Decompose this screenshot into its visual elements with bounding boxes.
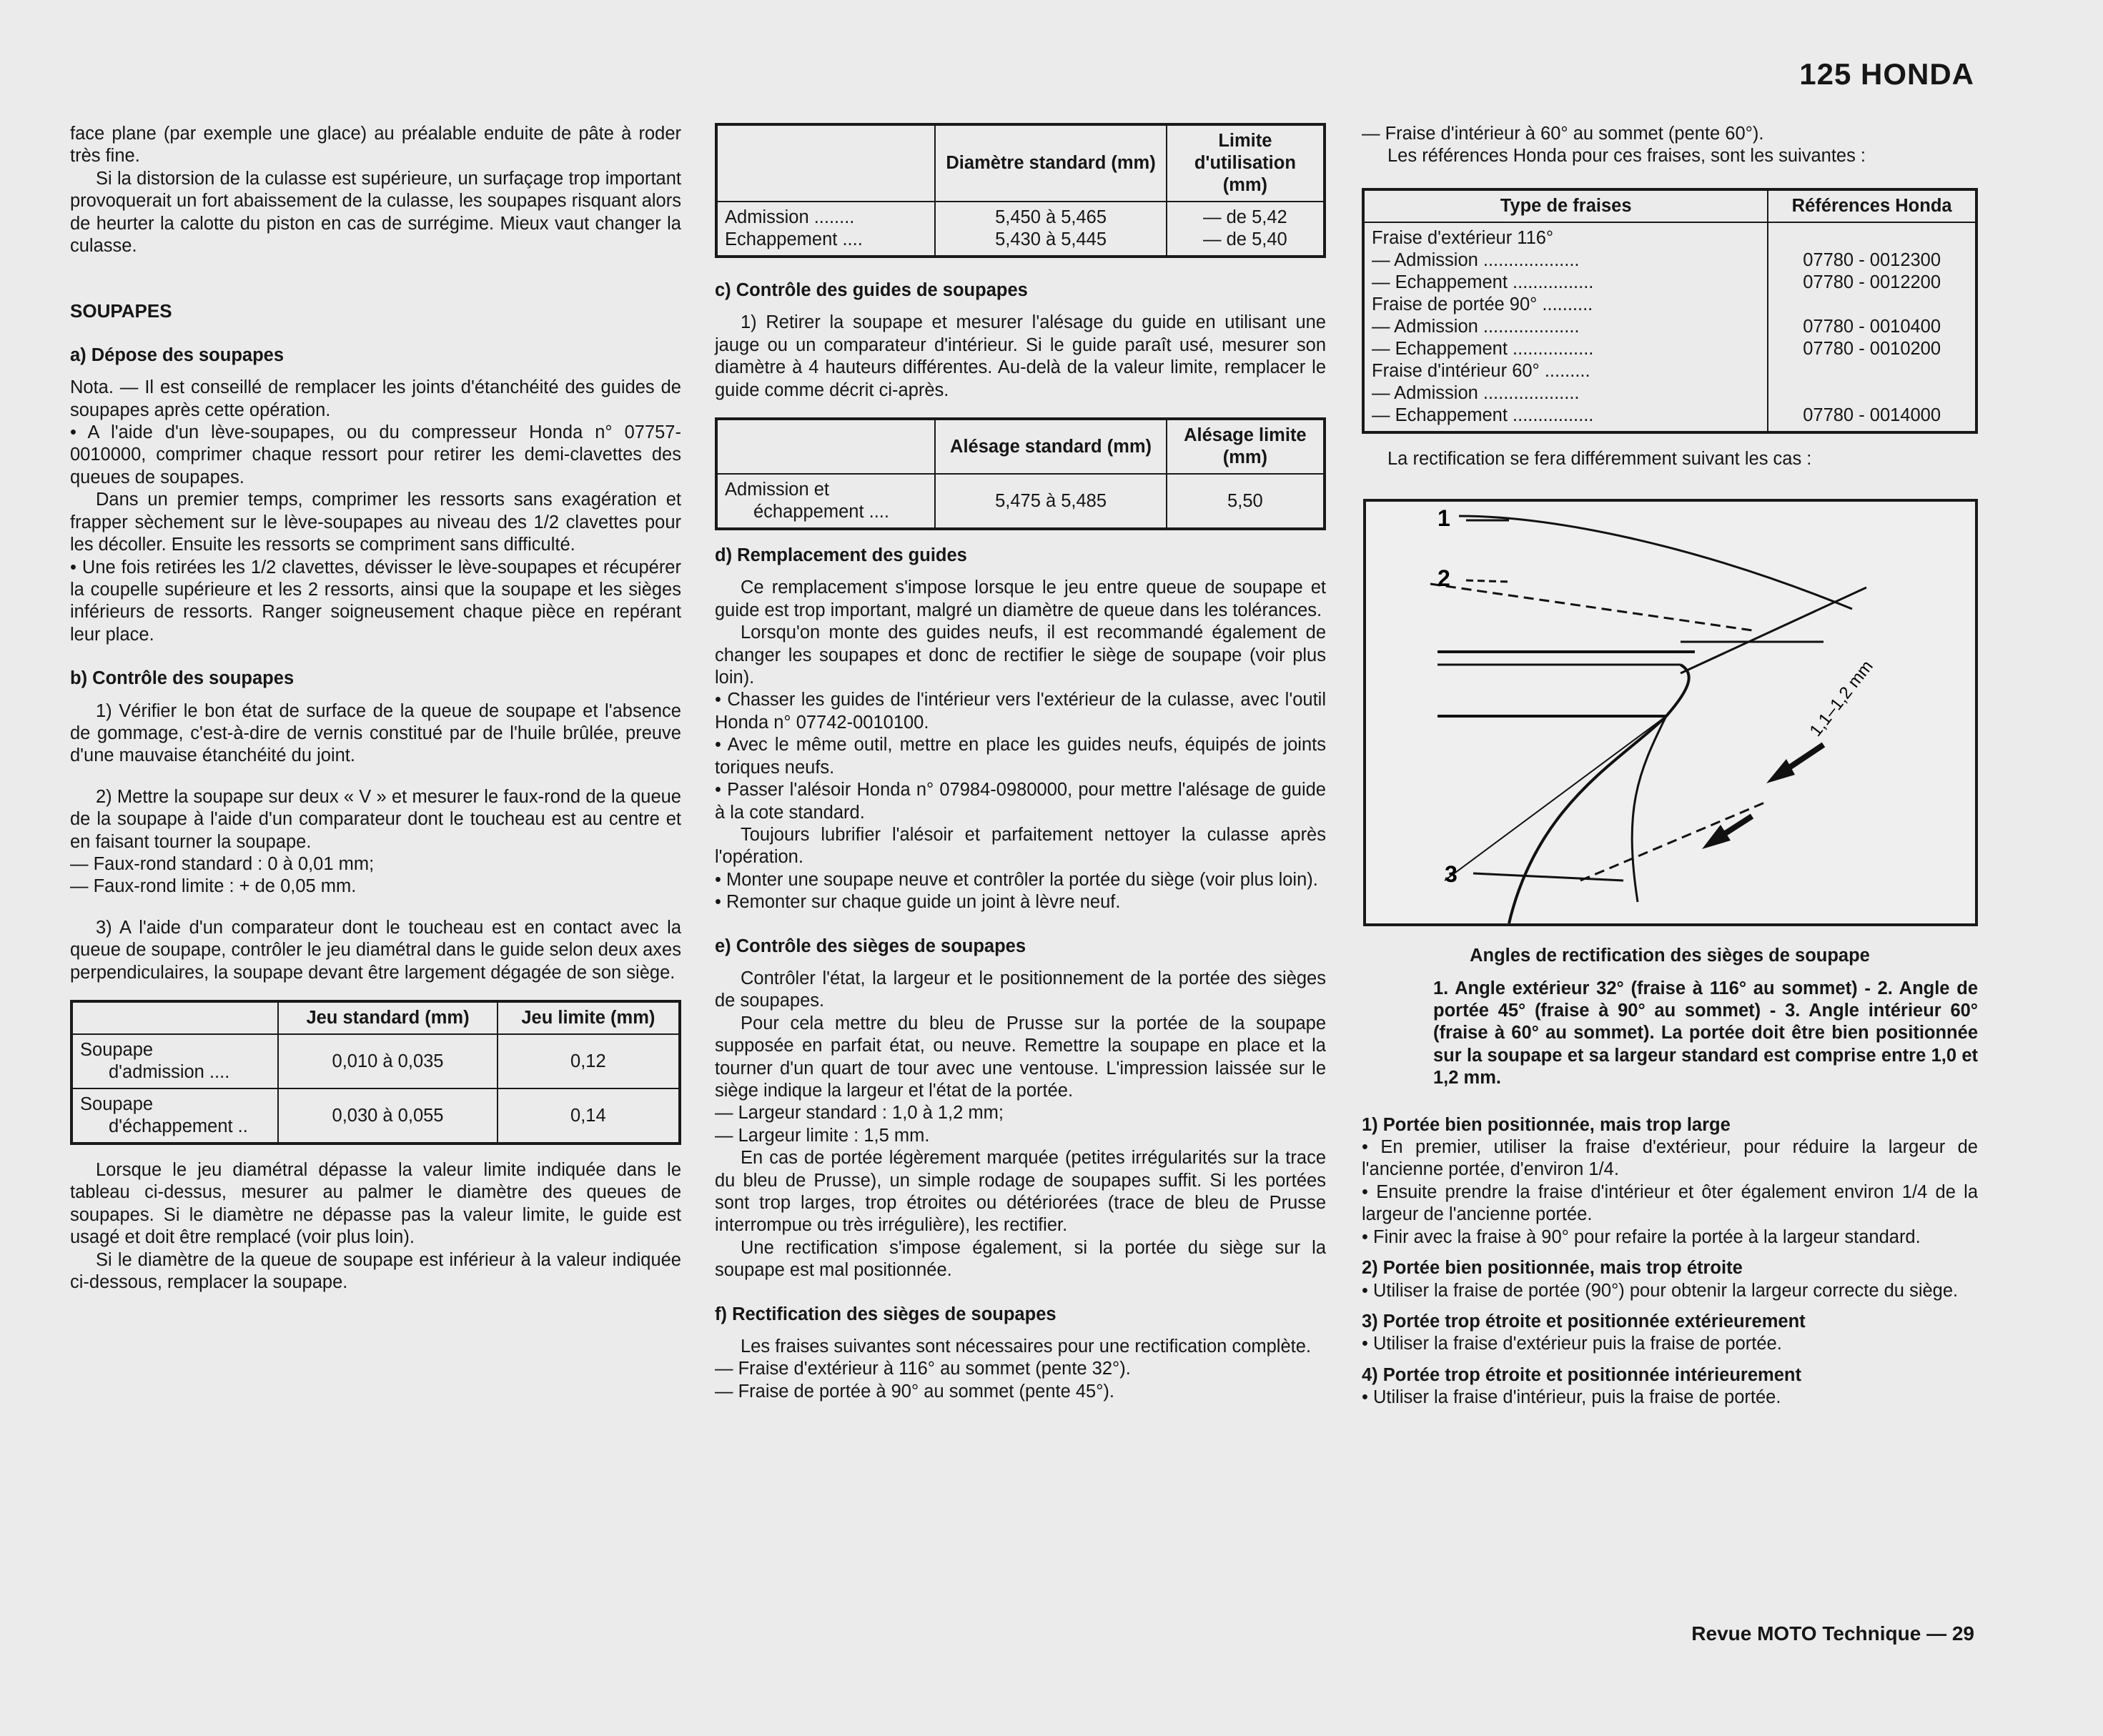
paragraph-remplacement-6: Toujours lubrifier l'alésoir et parfaitement nettoyer la culasse après l'opération. xyxy=(715,824,1326,868)
valve-seat-drawing xyxy=(1366,502,1975,923)
paragraph-lorsque: Lorsque le jeu diamétral dépasse la valeur limite indiquée dans le tableau ci-dessus, mesurer au palmer le diamètre des queues de soupapes. Si le diamètre ne dépasse pas la valeur limite, le guide est usagé et doit être remplacé (voir plus loin). xyxy=(70,1160,681,1248)
arrow-lower-head xyxy=(1702,825,1731,849)
table-row-label: — Admission ................... xyxy=(1372,316,1580,337)
subheading-case-3: 3) Portée trop étroite et positionnée extérieurement xyxy=(1362,1311,1806,1331)
table-fraises xyxy=(1362,188,1978,434)
table-header-cell: Type de fraises xyxy=(1363,189,1768,222)
paragraph-controle-3: 3) A l'aide d'un comparateur dont le toucheau est en contact avec la queue de soupape, contrôler le jeu diamétral dans le guide selon deux axes perpendiculaires, la soupape devant être largement dégagée de son siège. xyxy=(70,917,681,983)
paragraph-largeur-standard: — Largeur standard : 1,0 à 1,2 mm; xyxy=(715,1103,1004,1124)
paragraph-fraises-1: Les fraises suivantes sont nécessaires pour une rectification complète. xyxy=(741,1336,1311,1357)
paragraph-nota: Nota. — Il est conseillé de remplacer les joints d'étanchéité des guides de soupapes après cette opération. xyxy=(70,377,681,420)
column-left xyxy=(70,123,681,1294)
subheading-controle-soupapes: b) Contrôle des soupapes xyxy=(70,668,295,689)
table-header-cell: Alésage standard (mm) xyxy=(935,419,1166,474)
paragraph-case-1a: • En premier, utiliser la fraise d'extérieur, pour réduire la largeur de l'ancienne portée, d'environ 1/4. xyxy=(1362,1137,1978,1180)
table-row xyxy=(1363,222,1976,432)
cutter-line-2b xyxy=(1681,587,1866,673)
table-cell: 5,475 à 5,485 xyxy=(935,474,1166,529)
table-cell: 07780 - 0010400 xyxy=(1803,316,1941,337)
valve-profile-curve xyxy=(1509,665,1689,923)
diagram-label-2: 2 xyxy=(1438,565,1450,592)
subheading-depose: a) Dépose des soupapes xyxy=(70,344,284,365)
table-row-label: — Echappement ................ xyxy=(1372,272,1594,292)
table-row-label: — Admission ................... xyxy=(1372,249,1580,270)
table-diametre-block xyxy=(715,123,1326,258)
subheading-controle-guides: c) Contrôle des guides de soupapes xyxy=(715,280,1028,300)
table-row-label: — Echappement ................ xyxy=(1372,405,1594,425)
cutter-line-2 xyxy=(1430,584,1752,630)
table-alesage-block xyxy=(715,417,1326,530)
table-header-cell xyxy=(71,1001,278,1034)
table-cell: 07780 - 0010200 xyxy=(1803,338,1941,359)
seat-profile-curve xyxy=(1632,716,1666,902)
subheading-case-4: 4) Portée trop étroite et positionnée intérieurement xyxy=(1362,1364,1801,1385)
table-cell: — de 5,42 xyxy=(1203,207,1287,227)
paragraph-remplacement-5: • Passer l'alésoir Honda n° 07984-0980000, pour mettre l'alésage de guide à la cote standard. xyxy=(715,780,1326,823)
paragraph-sieges-2: Pour cela mettre du bleu de Prusse sur la portée de la soupape supposée en parfait état, ou neuve. Remettre la soupape en place et la tourner d'un quart de tour avec une ventouse. L'impression laissée sur le siège indique la largeur et l'état de la portée. xyxy=(715,1013,1326,1101)
paragraph-une-fois: • Une fois retirées les 1/2 clavettes, dévisser le lève-soupapes et récupérer la coupelle supérieure et les 2 ressorts, ainsi que la soupape et les sièges inférieurs de ressorts. Ranger soigneusement chaque pièce en repérant leur place. xyxy=(70,557,681,645)
table-cell xyxy=(1776,382,1968,405)
table-row-label: Soupape xyxy=(80,1094,154,1114)
valve-seat-diagram xyxy=(1363,499,1978,926)
paragraph-remplacement-7: • Monter une soupape neuve et contrôler la portée du siège (voir plus loin). xyxy=(715,869,1318,890)
table-row-label: Soupape xyxy=(80,1040,154,1060)
table-row-label: Fraise d'intérieur 60° ......... xyxy=(1372,360,1590,381)
table-jeu-block xyxy=(70,1000,681,1145)
cutter-line-3 xyxy=(1580,802,1766,881)
table-cell: 5,50 xyxy=(1167,474,1325,529)
paragraph-fraise-exterieur: — Fraise d'extérieur à 116° au sommet (pente 32°). xyxy=(715,1359,1131,1379)
table-row-label: échappement .... xyxy=(753,502,889,522)
page-header-title: 125 HONDA xyxy=(1799,57,1974,91)
table-cell: 0,12 xyxy=(498,1034,680,1088)
leader-line-2 xyxy=(1466,580,1509,582)
table-cell xyxy=(1776,360,1968,382)
paragraph-faux-rond-standard: — Faux-rond standard : 0 à 0,01 mm; xyxy=(70,853,375,874)
diagram-dimension-label: 1,1–1,2 mm xyxy=(1806,657,1877,740)
table-row xyxy=(716,202,1325,257)
paragraph-fraise-portee: — Fraise de portée à 90° au sommet (pente 45°). xyxy=(715,1381,1115,1402)
paragraph-remplacement-1: Ce remplacement s'impose lorsque le jeu entre queue de soupape et guide est trop important, malgré un diamètre de queue dans les tolérances. xyxy=(715,577,1326,620)
paragraph-faux-rond-limite: — Faux-rond limite : + de 0,05 mm. xyxy=(70,876,357,897)
paragraph-references: Les références Honda pour ces fraises, sont les suivantes : xyxy=(1387,146,1866,167)
subheading-remplacement: d) Remplacement des guides xyxy=(715,545,967,566)
paragraph-guides-1: 1) Retirer la soupape et mesurer l'alésage du guide en utilisant une jauge ou un comparateur d'intérieur. Si le guide paraît usé, mesurer son diamètre à 4 hauteurs différentes. Au-delà de la valeur limite, remplacer le guide comme décrit ci-après. xyxy=(715,312,1326,400)
table-row-label: d'admission .... xyxy=(109,1062,230,1082)
table-row xyxy=(71,1088,680,1144)
paragraph-controle-2: 2) Mettre la soupape sur deux « V » et mesurer le faux-rond de la queue de la soupape à l'aide d'un comparateur dont le toucheau est au centre et en faisant tourner la soupape. xyxy=(70,786,681,852)
paragraph-rectification-cas: La rectification se fera différemment suivant les cas : xyxy=(1387,448,1812,469)
table-row-label: Echappement .... xyxy=(725,229,863,249)
paragraph-distortion: Si la distorsion de la culasse est supérieure, un surfaçage trop important provoquerait un fort abaissement de la culasse, les soupapes risquant alors de heurter la calotte du piston en cas de surrégime. Mieux vaut changer la culasse. xyxy=(70,168,681,257)
table-cell: 0,030 à 0,055 xyxy=(278,1088,497,1144)
paragraph-controle-1: 1) Vérifier le bon état de surface de la queue de soupape et l'absence de gommage, c'est-à-dire de vernis constitué par de l'huile brûlée, preuve d'une mauvaise étanchéité du joint. xyxy=(70,700,681,766)
table-row xyxy=(71,1034,680,1088)
table-row-label: Fraise d'extérieur 116° xyxy=(1372,227,1554,248)
table-cell: 5,430 à 5,445 xyxy=(995,229,1107,249)
paragraph-sieges-5: En cas de portée légèrement marquée (petites irrégularités sur la trace du bleu de Prusse), un simple rodage de soupapes suffit. Si les portées sont trop larges, trop étroites ou détériorées (trace de bleu de Prusse interrompue ou très irrégulière), les rectifier. xyxy=(715,1148,1326,1236)
table-cell: — de 5,40 xyxy=(1203,229,1287,249)
paragraph-remplacement-2: Lorsqu'on monte des guides neufs, il est recommandé également de changer les soupapes et donc de rectifier le siège de soupape (voir plus loin). xyxy=(715,623,1326,688)
table-header-cell: Références Honda xyxy=(1768,189,1976,222)
table-header-cell: Limite d'utilisation (mm) xyxy=(1167,124,1325,202)
paragraph-case-3: • Utiliser la fraise d'extérieur puis la fraise de portée. xyxy=(1362,1334,1782,1354)
subheading-controle-sieges: e) Contrôle des sièges de soupapes xyxy=(715,936,1026,956)
table-row-label: d'échappement .. xyxy=(109,1116,248,1136)
paragraph-intro: face plane (par exemple une glace) au préalable enduite de pâte à roder très fine. xyxy=(70,124,681,167)
paragraph-fraise-interieur: — Fraise d'intérieur à 60° au sommet (pente 60°). xyxy=(1362,124,1764,144)
table-header-cell xyxy=(716,419,935,474)
paragraph-si-diametre: Si le diamètre de la queue de soupape est inférieur à la valeur indiquée ci-dessous, remplacer la soupape. xyxy=(70,1249,681,1293)
paragraph-largeur-limite: — Largeur limite : 1,5 mm. xyxy=(715,1125,930,1146)
cutter-line-1 xyxy=(1459,516,1852,609)
section-heading-soupapes: SOUPAPES xyxy=(70,300,172,322)
table-alesage xyxy=(715,417,1326,530)
subheading-case-2: 2) Portée bien positionnée, mais trop étroite xyxy=(1362,1258,1743,1279)
paragraph-sieges-6: Une rectification s'impose également, si la portée du siège sur la soupape est mal positionnée. xyxy=(715,1237,1326,1281)
table-cell xyxy=(1776,294,1968,316)
diagram-label-1: 1 xyxy=(1438,505,1450,532)
table-header-cell: Diamètre standard (mm) xyxy=(935,124,1166,202)
table-row-label: Admission et xyxy=(725,480,829,500)
table-header-cell: Jeu limite (mm) xyxy=(498,1001,680,1034)
table-cell: 07780 - 0014000 xyxy=(1803,405,1941,425)
table-header-cell: Alésage limite (mm) xyxy=(1167,419,1325,474)
paragraph-remplacement-4: • Avec le même outil, mettre en place les guides neufs, équipés de joints toriques neufs. xyxy=(715,735,1326,778)
column-right xyxy=(1362,123,1978,1409)
page-footer: Revue MOTO Technique — 29 xyxy=(1691,1622,1974,1645)
table-row-label: Fraise de portée 90° .......... xyxy=(1372,294,1593,314)
table-diametre xyxy=(715,123,1326,258)
table-row-label: Admission ........ xyxy=(725,207,855,227)
table-cell: 07780 - 0012300 xyxy=(1803,249,1941,270)
column-middle xyxy=(715,123,1326,1403)
table-cell: 5,450 à 5,465 xyxy=(995,207,1107,227)
leader-line-3 xyxy=(1473,873,1623,881)
table-row-label: — Echappement ................ xyxy=(1372,338,1594,359)
table-row-label: — Admission ................... xyxy=(1372,382,1580,403)
subheading-case-1: 1) Portée bien positionnée, mais trop large xyxy=(1362,1114,1731,1135)
paragraph-leve-soupapes: • A l'aide d'un lève-soupapes, ou du compresseur Honda n° 07757-0010000, comprimer chaque ressort pour retirer les demi-clavettes des queues de soupapes. xyxy=(70,422,681,487)
table-cell xyxy=(1776,227,1968,249)
figure-caption-body: 1. Angle extérieur 32° (fraise à 116° au sommet) - 2. Angle de portée 45° (fraise à 90° au sommet) - 3. Angle intérieur 60° (fraise à 60° au sommet). La portée doit être bien positionnée sur la soupape et sa largeur standard est comprise entre 1,0 et 1,2 mm. xyxy=(1433,978,1978,1088)
paragraph-remplacement-8: • Remonter sur chaque guide un joint à lèvre neuf. xyxy=(715,892,1121,913)
paragraph-case-2: • Utiliser la fraise de portée (90°) pour obtenir la largeur correcte du siège. xyxy=(1362,1280,1959,1301)
paragraph-remplacement-3: • Chasser les guides de l'intérieur vers l'extérieur de la culasse, avec l'outil Honda n° 07742-0010100. xyxy=(715,690,1326,733)
table-jeu xyxy=(70,1000,681,1145)
paragraph-premier-temps: Dans un premier temps, comprimer les ressorts sans exagération et frapper sèchement sur le lève-soupapes au niveau des 1/2 clavettes pour les décoller. Ensuite les ressorts se compriment sans difficulté. xyxy=(70,490,681,555)
table-cell: 07780 - 0012200 xyxy=(1803,272,1941,292)
figure-caption-title: Angles de rectification des sièges de soupape xyxy=(1470,946,1870,966)
paragraph-case-1b: • Ensuite prendre la fraise d'intérieur et ôter également environ 1/4 de la largeur de l'ancienne portée. xyxy=(1362,1181,1978,1225)
table-cell: 0,010 à 0,035 xyxy=(278,1034,497,1088)
table-cell: 0,14 xyxy=(498,1088,680,1144)
arrow-upper-head xyxy=(1766,759,1795,783)
paragraph-case-4: • Utiliser la fraise d'intérieur, puis la fraise de portée. xyxy=(1362,1387,1781,1408)
paragraph-case-1c: • Finir avec la fraise à 90° pour refaire la portée à la largeur standard. xyxy=(1362,1226,1921,1247)
table-fraises-block xyxy=(1362,188,1978,434)
paragraph-sieges-1: Contrôler l'état, la largeur et le positionnement de la portée des sièges de soupapes. xyxy=(715,968,1326,1011)
table-header-cell: Jeu standard (mm) xyxy=(278,1001,497,1034)
diagram-label-3: 3 xyxy=(1445,861,1458,888)
table-row xyxy=(716,474,1325,529)
subheading-rectification: f) Rectification des sièges de soupapes xyxy=(715,1304,1057,1324)
table-header-cell xyxy=(716,124,935,202)
